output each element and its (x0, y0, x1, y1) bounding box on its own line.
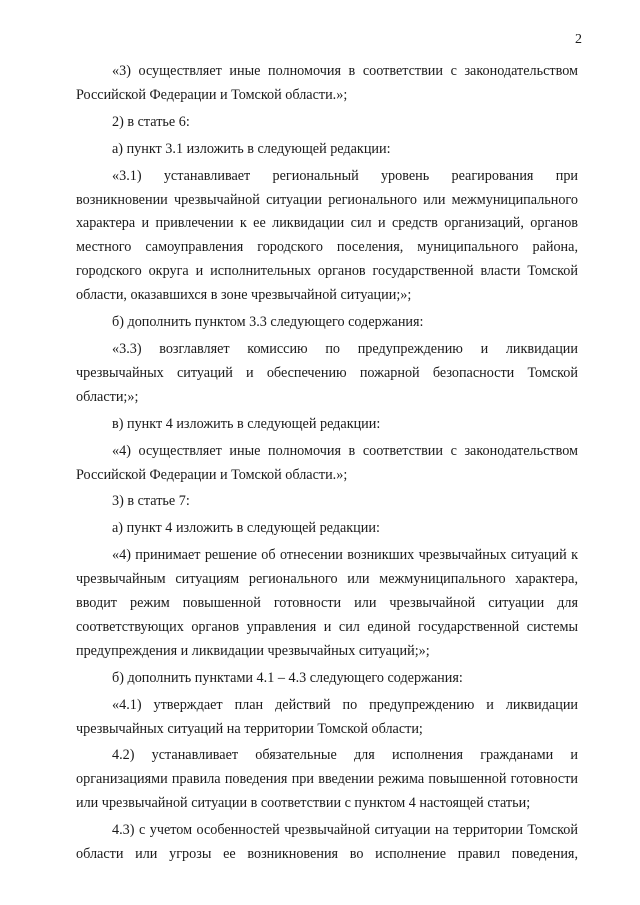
paragraph: а) пункт 4 изложить в следующей редакции: (112, 520, 380, 537)
page-number: 2 (575, 32, 582, 47)
document-body (76, 60, 578, 870)
paragraph: «4) осуществляет иные полномочия в соответствии с законодательством Российской Федерации и Томской области.»; (76, 442, 578, 483)
paragraph: а) пункт 3.1 изложить в следующей редакции: (112, 140, 391, 157)
paragraph: «3.1) устанавливает региональный уровень реагирования при возникновении чрезвычайной ситуации регионального или межмуниципального характера и привлечении к ее ликвидации сил и средств организаций, органов местного самоуправления городского поселения, муниципального района, городского округа и исполнительных органов государственной власти Томской области, оказавшихся в зоне чрезвычайной ситуации;»; (76, 167, 578, 304)
paragraph: 4.3) с учетом особенностей чрезвычайной ситуации на территории Томской области или угрозы ее возникновения во исполнение правил поведения, (76, 822, 578, 863)
paragraph: «3) осуществляет иные полномочия в соответствии с законодательством Российской Федерации и Томской области.»; (76, 63, 578, 103)
paragraph: 4.2) устанавливает обязательные для исполнения гражданами и организациями правила поведения при введении режима повышенной готовности или чрезвычайной ситуации в соответствии с пунктом 4 настоящей статьи; (76, 747, 578, 812)
paragraph: 3) в статье 7: (112, 493, 190, 510)
paragraph: в) пункт 4 изложить в следующей редакции: (112, 415, 381, 432)
paragraph: б) дополнить пунктами 4.1 – 4.3 следующего содержания: (112, 669, 463, 686)
paragraph: «3.3) возглавляет комиссию по предупреждению и ликвидации чрезвычайных ситуаций и обеспечению пожарной безопасности Томской области;»; (76, 340, 578, 405)
paragraph: «4.1) утверждает план действий по предупреждению и ликвидации чрезвычайных ситуаций на территории Томской области; (76, 696, 578, 737)
paragraph: б) дополнить пунктом 3.3 следующего содержания: (112, 314, 424, 331)
paragraph: «4) принимает решение об отнесении возникших чрезвычайных ситуаций к чрезвычайным ситуациям регионального или межмуниципального характера, вводит режим повышенной готовности или чрезвычайной ситуации для соответствующих органов управления и сил единой государственной системы предупреждения и ликвидации чрезвычайных ситуаций;»; (76, 547, 578, 659)
paragraph: 2) в статье 6: (112, 113, 190, 130)
